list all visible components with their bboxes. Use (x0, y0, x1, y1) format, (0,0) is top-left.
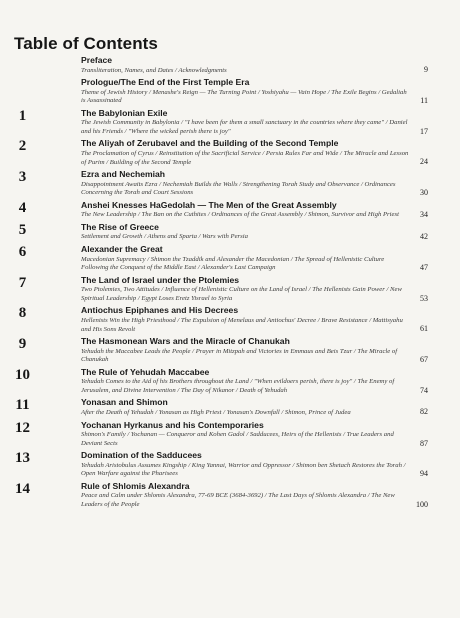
page-number: 94 (420, 469, 428, 479)
chapter-number (0, 77, 45, 106)
page-number: 61 (420, 324, 428, 334)
chapter-subtopics: Macedonian Supremacy / Shimon the Tzaddik and Alexander the Macedonian / The Spread of Hellenistic Culture Following the Conquest of the Middle East / Alexander's Last Campaign (81, 255, 385, 272)
entry-text (81, 481, 411, 510)
chapter-title[interactable]: Anshei Knesses HaGedolah — The Men of the Great Assembly (81, 199, 337, 210)
entry-text (81, 244, 411, 273)
page-number: 67 (420, 355, 428, 365)
chapter-number: 8 (18, 305, 27, 322)
chapter-title[interactable]: Rule of Shlomis Alexandra (81, 480, 190, 491)
toc-entry[interactable] (0, 420, 460, 449)
chapter-title[interactable]: Preface (81, 55, 113, 65)
chapter-subtopics: Disappointment Awaits Ezra / Nechemiah Builds the Walls / Strengthening Torah Study and Observance / Ordinances Concerning the Torah and Court Sessions (81, 180, 396, 197)
entry-text (81, 138, 411, 167)
page-number: 82 (420, 407, 428, 417)
page-number: 9 (424, 65, 428, 74)
entry-text (81, 420, 411, 449)
chapter-number: 10 (15, 366, 30, 383)
chapter-subtopics: Yehudah the Maccabee Leads the People / Prayer in Mitzpah and Victories in Emmaus and Beis Tzur / The Miracle of Chanukah (81, 347, 398, 364)
entry-text (81, 275, 411, 304)
toc-entry[interactable] (0, 450, 460, 479)
page-number: 53 (420, 293, 428, 303)
table-of-contents (0, 55, 460, 512)
chapter-title[interactable]: The Babylonian Exile (81, 107, 168, 118)
page-number: 87 (420, 438, 428, 448)
chapter-subtopics: Two Ptolemies, Two Attitudes / Influence of Hellenistic Culture on the Land of Israel / The Hellenists Gain Power / New Spiritual Leadership / Egypt Loses Eretz Yisrael to Syria (81, 286, 402, 302)
entry-text (81, 200, 411, 220)
entry-text (81, 336, 411, 365)
entry-text (81, 367, 411, 396)
entry-text (81, 108, 411, 137)
chapter-subtopics: Transliteration, Names, and Dates / Acknowledgments (81, 66, 227, 74)
entry-text (81, 305, 411, 334)
page-number: 47 (420, 263, 428, 273)
chapter-number: 9 (18, 336, 27, 353)
chapter-number: 4 (18, 199, 27, 216)
entry-text (81, 169, 411, 198)
chapter-title[interactable]: Prologue/The End of the First Temple Era (81, 77, 250, 88)
entry-text (81, 55, 411, 75)
chapter-title[interactable]: The Rise of Greece (81, 221, 159, 232)
chapter-subtopics: The Jewish Community in Babylonia / "I have been for them a small sanctuary in the countries where they came" / Daniel and his Friends / "Where the wicked perish there is joy" (81, 119, 408, 135)
chapter-number: 1 (18, 107, 27, 124)
page-number: 74 (420, 385, 428, 395)
chapter-number: 11 (15, 397, 30, 414)
chapter-number: 5 (18, 221, 27, 238)
toc-entry[interactable] (0, 77, 460, 106)
chapter-subtopics: Shimon's Family / Yochanan — Conqueror and Kohen Gadol / Sadducees, Heirs of the Hellenists / True Leaders and Deviant Sects (81, 431, 394, 447)
chapter-title[interactable]: The Hasmonean Wars and the Miracle of Chanukah (81, 336, 290, 347)
chapter-number: 14 (15, 480, 30, 497)
page-number: 30 (420, 188, 428, 198)
toc-entry[interactable] (0, 55, 460, 75)
toc-entry[interactable] (0, 108, 460, 137)
page-number: 100 (416, 499, 428, 509)
entry-text (81, 77, 411, 106)
chapter-subtopics: Yehudah Aristobulus Assumes Kingship / King Yannai, Warrior and Oppressor / Shimon ben Shetach Restores the Torah / Open Warfare against the Pharisees (81, 461, 406, 478)
chapter-subtopics: After the Death of Yehudah / Yonasan as High Priest / Yonasan's Downfall / Shimon, Prince of Judea (81, 408, 351, 416)
toc-entry[interactable] (0, 222, 460, 242)
toc-entry[interactable] (0, 200, 460, 220)
entry-text (81, 450, 411, 479)
page-number: 11 (420, 96, 428, 106)
chapter-title[interactable]: The Aliyah of Zerubavel and the Building of the Second Temple (81, 138, 339, 149)
chapter-number (0, 55, 45, 75)
chapter-subtopics: Hellenists Win the High Priesthood / The Expulsion of Menelaus and Antiochus' Decree / Brave Resistance / Mattisyahu and His Sons Revolt (81, 316, 403, 333)
chapter-title[interactable]: Alexander the Great (81, 244, 163, 255)
page-number: 42 (420, 231, 428, 241)
chapter-title[interactable]: Antiochus Epiphanes and His Decrees (81, 305, 239, 316)
chapter-title[interactable]: Domination of the Sadducees (81, 450, 202, 461)
chapter-title[interactable]: The Land of Israel under the Ptolemies (81, 274, 240, 285)
entry-text (81, 397, 411, 417)
chapter-title[interactable]: Ezra and Nechemiah (81, 169, 166, 180)
chapter-number: 7 (18, 274, 27, 291)
toc-entry[interactable] (0, 305, 460, 334)
toc-entry[interactable] (0, 275, 460, 304)
chapter-title[interactable]: Yochanan Hyrkanus and his Contemporaries (81, 419, 264, 430)
chapter-subtopics: Yehudah Comes to the Aid of his Brothers throughout the Land / "When evildoers perish, there is joy" / The Enemy of Jerusalem, and Divine Intervention / The Day of Nikanor / Death of Yehudah (81, 378, 395, 394)
chapter-subtopics: Settlement and Growth / Athens and Sparta / Wars with Persia (81, 233, 248, 241)
toc-entry[interactable] (0, 244, 460, 273)
chapter-number: 12 (15, 419, 30, 436)
chapter-number: 6 (18, 244, 27, 261)
page-number: 34 (420, 209, 428, 219)
chapter-number: 3 (18, 169, 27, 186)
chapter-subtopics: The Proclamation of Cyrus / Reinstitution of the Sacrificial Service / Persia Rules Far and Wide / The Miracle and Lesson of Purim / Building of the Second Temple (81, 149, 409, 166)
chapter-title[interactable]: The Rule of Yehudah Maccabee (81, 366, 210, 377)
chapter-number: 2 (18, 138, 27, 155)
toc-entry[interactable] (0, 169, 460, 198)
chapter-subtopics: The New Leadership / The Ban on the Cuthites / Ordinances of the Great Assembly / Shimon, Survivor and High Priest (81, 211, 399, 219)
chapter-subtopics: Theme of Jewish History / Menashe's Reign — The Turning Point / Yoshiyahu — Vain Hope / The Exile Begins / Gedaliah is Assassinated (81, 88, 407, 105)
chapter-subtopics: Peace and Calm under Shlomis Alexandra, 77-69 BCE (3684-3692) / The Last Days of Shlomis Alexandra / The New Leaders of the People (81, 492, 395, 509)
toc-entry[interactable] (0, 367, 460, 396)
toc-entry[interactable] (0, 397, 460, 417)
page-number: 17 (420, 126, 428, 136)
chapter-number: 13 (15, 450, 30, 467)
page-title: Table of Contents (14, 34, 158, 53)
toc-entry[interactable] (0, 138, 460, 167)
page-number: 24 (420, 157, 428, 167)
entry-text (81, 222, 411, 242)
toc-entry[interactable] (0, 481, 460, 510)
toc-entry[interactable] (0, 336, 460, 365)
chapter-title[interactable]: Yonasan and Shimon (81, 397, 168, 408)
